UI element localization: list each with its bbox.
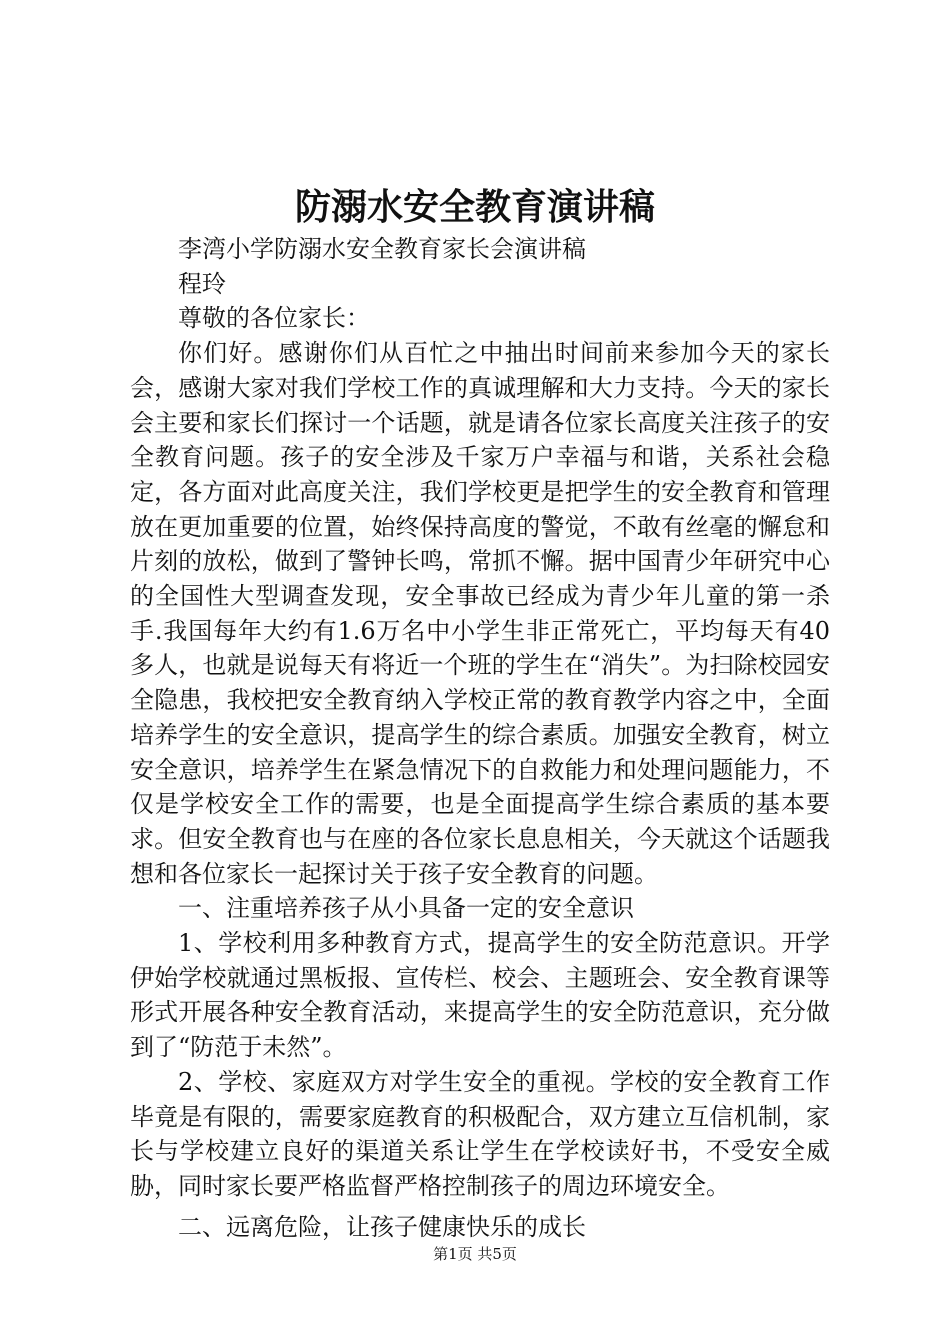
salutation-paragraph: 尊敬的各位家长： [178, 304, 370, 333]
document-body [130, 232, 830, 1244]
section-heading-1: 一、注重培养孩子从小具备一定的安全意识 [178, 894, 634, 923]
page-footer: 第1页 共5页 [433, 1245, 517, 1263]
intro-paragraph: 你们好。感谢你们从百忙之中抽出时间前来参加今天的家长会，感谢大家对我们学校工作的真诚理解和大力支持。今天的家长会主要和家长们探讨一个话题，就是请各位家长高度关注孩子的安全教育问题。孩子的安全涉及千家万户幸福与和谐，关系社会稳定，各方面对此高度关注，我们学校更是把学生的安全教育和管理放在更加重要的位置，始终保持高度的警觉，不敢有丝毫的懈怠和片刻的放松，做到了警钟长鸣，常抓不懈。据中国青少年研究中心的全国性大型调查发现，安全事故已经成为青少年儿童的第一杀手.我国每年大约有1.6万名中小学生非正常死亡，平均每天有40多人，也就是说每天有将近一个班的学生在“消失”。为扫除校园安全隐患，我校把安全教育纳入学校正常的教育教学内容之中，全面培养学生的安全意识，提高学生的综合素质。加强安全教育，树立安全意识，培养学生在紧急情况下的自救能力和处理问题能力，不仅是学校安全工作的需要，也是全面提高学生综合素质的基本要求。但安全教育也与在座的各位家长息息相关，今天就这个话题我想和各位家长一起探讨关于孩子安全教育的问题。 [130, 339, 830, 888]
point-paragraph-1: 1、学校利用多种教育方式，提高学生的安全防范意识。开学伊始学校就通过黑板报、宣传栏、校会、主题班会、安全教育课等形式开展各种安全教育活动，来提高学生的安全防范意识，充分做到了“防范于未然”。 [130, 929, 830, 1062]
point-paragraph-2: 2、学校、家庭双方对学生安全的重视。学校的安全教育工作毕竟是有限的，需要家庭教育的积极配合，双方建立互信机制，家长与学校建立良好的渠道关系让学生在学校读好书，不受安全威胁，同时家长要严格监督严格控制孩子的周边环境安全。 [130, 1067, 830, 1200]
author-paragraph: 程玲 [178, 269, 226, 298]
section-heading-2: 二、远离危险，让孩子健康快乐的成长 [178, 1212, 586, 1241]
document-title: 防溺水安全教育演讲稿 [294, 186, 655, 228]
subtitle-paragraph: 李湾小学防溺水安全教育家长会演讲稿 [178, 235, 586, 263]
